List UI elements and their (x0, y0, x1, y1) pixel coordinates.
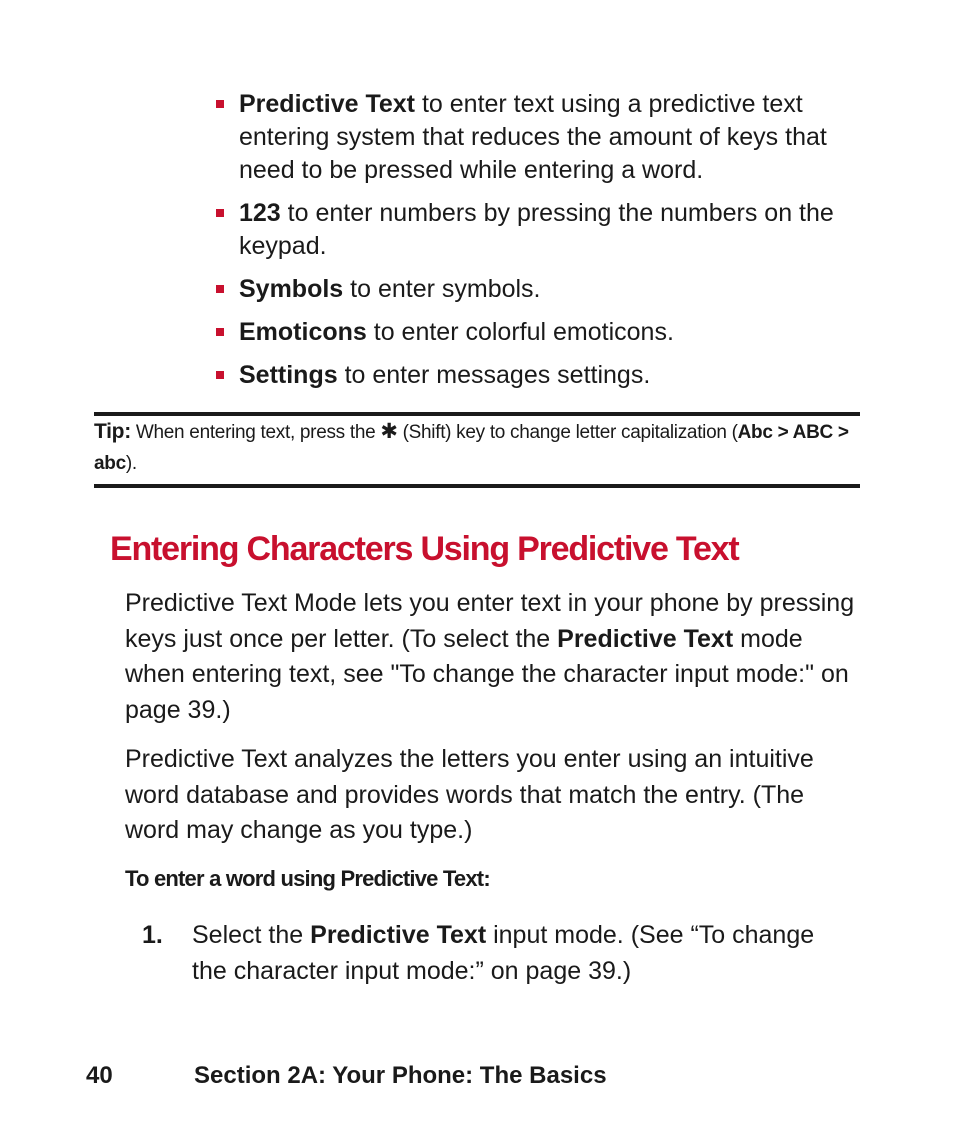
paragraph-analysis: Predictive Text analyzes the letters you enter using an intuitive word database and provides words that match the entry. (The word may change as you type.) (125, 745, 814, 844)
capitalization-sequence: Abc > ABC > abc (94, 422, 849, 474)
bullet-square-icon (216, 100, 224, 108)
shift-key-icon: ✱ (380, 420, 398, 443)
option-settings: Settings to enter messages settings. (214, 359, 854, 392)
bullet-square-icon (216, 371, 224, 379)
step-1 (142, 917, 842, 989)
step-text: Select the Predictive Text input mode. (See “To change the character input mode:” on page 39.) (192, 921, 815, 985)
tip-label: Tip: (94, 420, 131, 443)
procedure-heading: To enter a word using Predictive Text: (125, 866, 490, 891)
option-123: 123 to enter numbers by pressing the numbers on the keypad. (214, 197, 854, 263)
bullet-square-icon (216, 328, 224, 336)
bullet-square-icon (216, 209, 224, 217)
tip-box: Tip: When entering text, press the ✱ (Shift) key to change letter capitalization (Abc > ABC > abc). (94, 420, 849, 474)
option-symbols: Symbols to enter symbols. (214, 273, 854, 306)
option-predictive-text: Predictive Text to enter text using a predictive text entering system that reduces the amount of keys that need to be pressed while entering a word. (214, 88, 854, 187)
option-emoticons: Emoticons to enter colorful emoticons. (214, 316, 854, 349)
section-title: Section 2A: Your Phone: The Basics (194, 1062, 607, 1089)
page-number: 40 (86, 1062, 113, 1089)
section-heading: Entering Characters Using Predictive Text (110, 530, 739, 568)
paragraph-intro: Predictive Text Mode lets you enter text in your phone by pressing keys just once per letter. (To select the Predictive Text mode when entering text, see "To change the character input mode:" on page 39.) (125, 589, 855, 724)
tip-bottom-rule (94, 484, 860, 488)
tip-top-rule (94, 412, 860, 416)
bullet-square-icon (216, 285, 224, 293)
step-number: 1. (142, 921, 163, 949)
page-footer (86, 1062, 607, 1090)
options-list (214, 88, 854, 402)
